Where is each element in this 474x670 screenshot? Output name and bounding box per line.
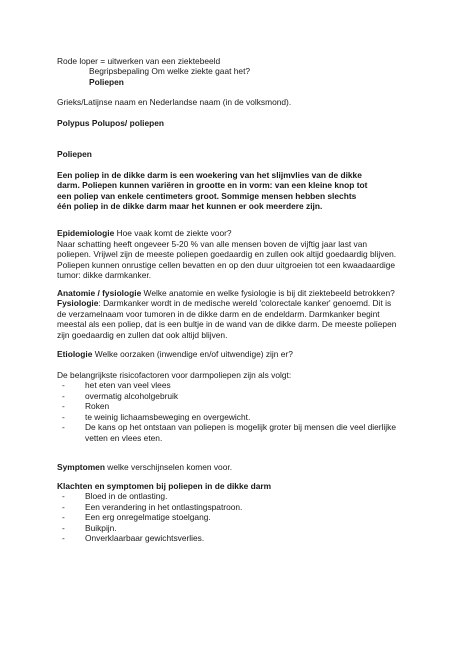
epidemiologie-line: [57, 228, 232, 239]
klachten-heading: Klachten en symptomen bij poliepen in de dikke darm: [57, 481, 272, 491]
symptomen-label: Symptomen: [57, 462, 105, 472]
intro-line-1: Rode loper = uitwerken van een ziektebeeld: [57, 56, 221, 66]
etiologie-item-3: Roken: [85, 401, 110, 411]
bullet-marker: -: [62, 401, 65, 411]
fysiologie-label: Fysiologie: [57, 298, 99, 308]
epidemiologie-line-1: Naar schatting heeft ongeveer 5-20 % van alle mensen boven de vijftig jaar last van: [57, 239, 368, 249]
bullet-marker: -: [62, 491, 65, 501]
poliepen-line-3: een poliep van enkele centimeters groot. Sommige mensen hebben slechts: [57, 191, 357, 201]
etiologie-line: [57, 349, 293, 360]
bullet-marker: -: [62, 412, 65, 422]
klachten-item-2: Een verandering in het ontlastingspatroon.: [85, 502, 243, 512]
klachten-item-3: Een erg onregelmatige stoelgang.: [85, 512, 211, 522]
anatomie-line: [57, 288, 395, 299]
anatomie-question: Welke anatomie en welke fysiologie is bij dit ziektebeeld betrokken?: [141, 288, 395, 298]
bullet-marker: -: [62, 502, 65, 512]
poliepen-line-4: één poliep in de dikke darm maar het kunnen er ook meerdere zijn.: [57, 201, 323, 211]
etiologie-intro: De belangrijkste risicofactoren voor darmpoliepen zijn als volgt:: [57, 370, 292, 380]
anatomie-line-2: meestal als een poliep, dat is een bultje in de wand van de dikke darm. De meeste poliepen: [57, 319, 397, 329]
poliepen-heading: Poliepen: [57, 149, 92, 159]
etiologie-item-2: overmatig alcoholgebruik: [85, 391, 179, 401]
fysiologie-line: [57, 298, 391, 309]
bullet-marker: -: [62, 422, 65, 432]
names-line: Grieks/Latijnse naam en Nederlandse naam (in de volksmond).: [57, 97, 292, 107]
anatomie-label: Anatomie / fysiologie: [57, 288, 142, 298]
poliepen-line-2: darm. Poliepen kunnen variëren in grootte en in vorm: van een kleine knop tot: [57, 180, 368, 190]
klachten-item-4: Buikpijn.: [85, 523, 117, 533]
bullet-marker: -: [62, 380, 65, 390]
etiologie-item-4: te weinig lichaamsbeweging en overgewicht.: [85, 412, 251, 422]
intro-line-2: Begripsbepaling Om welke ziekte gaat het?: [89, 66, 251, 76]
anatomie-line-1: de verzamelnaam voor tumoren in de dikke darm en de endeldarm. Darmkanker begint: [57, 309, 380, 319]
etiologie-item-1: het eten van veel vlees: [85, 380, 171, 390]
etiologie-item-5a: De kans op het ontstaan van poliepen is mogelijk groter bij mensen die veel dierlijke: [85, 422, 396, 432]
klachten-item-5: Onverklaarbaar gewichtsverlies.: [85, 533, 205, 543]
epidemiologie-line-2: poliepen. Vrijwel zijn de meeste poliepen goedaardig en zullen ook altijd goedaardig blijven.: [57, 249, 397, 259]
etiologie-question: Welke oorzaken (inwendige en/of uitwendige) zijn er?: [92, 349, 293, 359]
intro-line-3: Poliepen: [89, 77, 124, 87]
bullet-marker: -: [62, 533, 65, 543]
etiologie-label: Etiologie: [57, 349, 93, 359]
anatomie-line-3: zijn goedaardig en zullen dat ook altijd blijven.: [57, 330, 228, 340]
epidemiologie-label: Epidemiologie: [57, 228, 115, 238]
epidemiologie-line-3: Poliepen kunnen onrustige cellen bevatten en op den duur uitgroeien tot een kwaadaardige: [57, 260, 396, 270]
bullet-marker: -: [62, 523, 65, 533]
fysiologie-first: : Darmkanker wordt in de medische wereld 'colorectale kanker' genoemd. Dit is: [98, 298, 392, 308]
klachten-item-1: Bloed in de ontlasting.: [85, 491, 168, 501]
epidemiologie-question: Hoe vaak komt de ziekte voor?: [114, 228, 232, 238]
bullet-marker: -: [62, 391, 65, 401]
etiologie-item-5b: vetten en vlees eten.: [85, 433, 163, 443]
symptomen-question: welke verschijnselen komen voor.: [104, 462, 233, 472]
names-value: Polypus Polupos/ poliepen: [57, 118, 165, 128]
epidemiologie-line-4: tumor: dikke darmkanker.: [57, 270, 152, 280]
poliepen-line-1: Een poliep in de dikke darm is een woekering van het slijmvlies van de dikke: [57, 170, 362, 180]
symptomen-line: [57, 462, 232, 473]
bullet-marker: -: [62, 512, 65, 522]
